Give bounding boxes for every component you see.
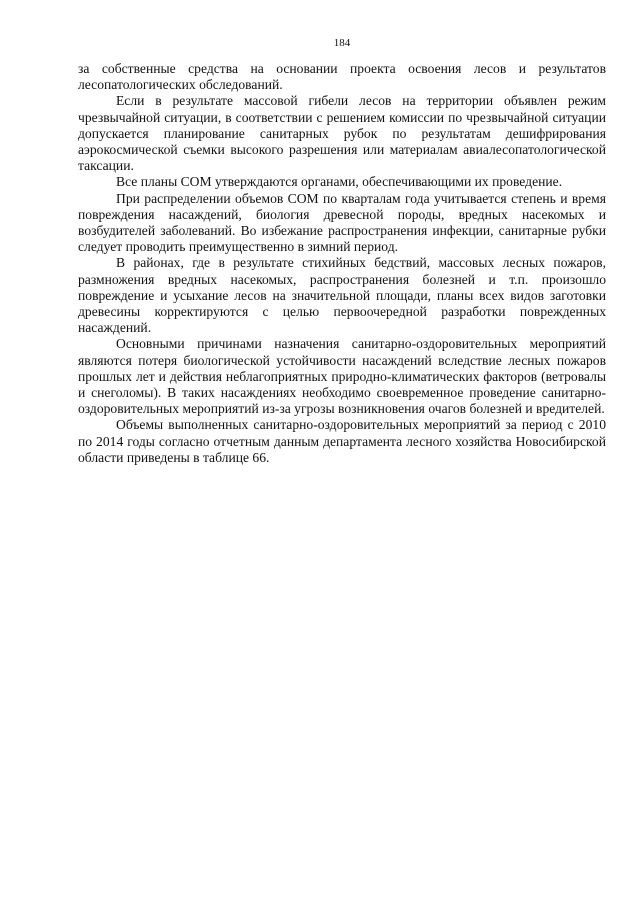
paragraph-4: При распределении объемов СОМ по кварталам года учитывается степень и время повреждения насаждений, биология древесной породы, вредных насекомых и возбудителей заболеваний. Во избежание распространения инфекции, санитарные рубки следует проводить преимущественно в зимний период. [78, 190, 606, 255]
paragraph-1: за собственные средства на основании проекта освоения лесов и результатов лесопатологических обследований. [78, 61, 606, 93]
paragraph-7: Объемы выполненных санитарно-оздоровительных мероприятий за период с 2010 по 2014 годы согласно отчетным данным департамента лесного хозяйства Новосибирской области приведены в таблице 66. [78, 417, 606, 465]
paragraph-2: Если в результате массовой гибели лесов на территории объявлен режим чрезвычайной ситуации, в соответствии с решением комиссии по чрезвычайной ситуации допускается планирование санитарных рубок по результатам дешифрирования аэрокосмической съемки высокого разрешения или материалам авиалесопатологической таксации. [78, 93, 606, 174]
body-text [78, 61, 606, 466]
page-number: 184 [333, 37, 351, 49]
paragraph-6: Основными причинами назначения санитарно-оздоровительных мероприятий являются потеря биологической устойчивости насаждений вследствие лесных пожаров прошлых лет и действия неблагоприятных природно-климатических факторов (ветровалы и снеголомы). В таких насаждениях необходимо своевременное проведение санитарно-оздоровительных мероприятий из-за угрозы возникновения очагов болезней и вредителей. [78, 336, 606, 417]
paragraph-5: В районах, где в результате стихийных бедствий, массовых лесных пожаров, размножения вредных насекомых, распространения болезней и т.п. произошло повреждение и усыхание лесов на значительной площади, планы всех видов заготовки древесины корректируются с целью первоочередной разработки поврежденных насаждений. [78, 255, 606, 336]
paragraph-3: Все планы СОМ утверждаются органами, обеспечивающими их проведение. [116, 174, 563, 190]
